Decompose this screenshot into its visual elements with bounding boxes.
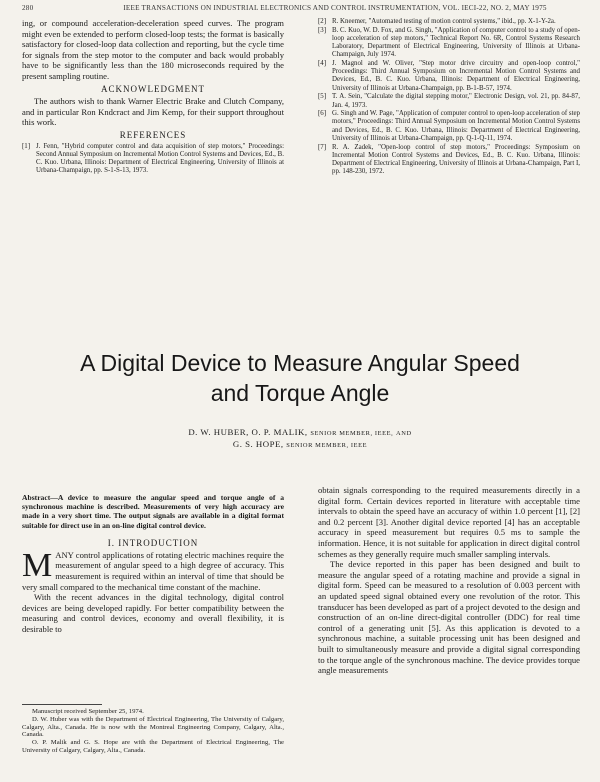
prev-article-closing-paragraph: ing, or compound acceleration-deceleration speed curves. The program might even be extended to perform closed-loop tests; the format is basically satisfactory for closed-loop data collection and reporting, but the cycle time for signals from the step motor to the computer and back would probably have to be significantly less than the 180 microseconds required by the present sampling routine. <box>22 18 284 81</box>
reference-number: [5] <box>318 93 327 101</box>
footnote-rule <box>22 704 102 705</box>
author-role-1: SENIOR MEMBER, IEEE, <box>310 430 394 437</box>
references-heading: REFERENCES <box>119 129 187 140</box>
title-line-2: and Torque Angle <box>210 380 390 406</box>
reference-text: T. A. Sein, "Calculate the digital stepping motor," Electronic Design, vol. 21, pp. 84-87, Jan. 4, 1973. <box>332 93 580 109</box>
references-list-right <box>318 18 580 177</box>
prev-article-left-column <box>22 18 284 176</box>
author-names-1: D. W. HUBER, O. P. MALIK, <box>188 427 308 437</box>
acknowledgment-heading: ACKNOWLEDGMENT <box>101 83 205 94</box>
intro-paragraph-2: With the recent advances in the digital technology, digital control devices are being developed rapidly. For better compatibility between the measuring and control devices, economy and overall flexibility, it is desirable to <box>22 592 284 634</box>
right-paragraph-2: The device reported in this paper has been designed and built to measure the angular speed of a rotating machine and provide a signal in digital form. Speed can be measured to a resolution of 0.003 percent with an updated speed signal obtained every one revolution of the rotor. This transducer has been developed as part of a project devoted to the design and construction of an on-line direct-digital controller (DDC) for real time control of a generating unit [5]. As this application is devoted to a synchronous machine, a suitable processing unit has been designed and built to simultaneously measure and provide a digital signal corresponding to the torque angle of the synchronous machine. The device provides torque angle measurements <box>318 559 580 676</box>
reference-number: [4] <box>318 60 327 68</box>
reference-item <box>318 110 580 143</box>
drop-cap: M <box>22 546 53 584</box>
reference-text: R. A. Zadek, "Open-loop control of step motors," Proceedings: Symposium on Incremental Motion Control Systems and Devices, Ed., B. C. Kuo. Urbana, Illinois: Department of Electrical Engineering, University of Illinois at Urbana-Champaign, Part I, pp. 148-230, 1972. <box>332 143 580 176</box>
article-right-column <box>318 485 580 676</box>
article-title <box>30 348 570 408</box>
reference-item <box>318 60 580 93</box>
reference-item <box>318 27 580 60</box>
author-role-2: SENIOR MEMBER, IEEE <box>286 442 368 449</box>
reference-item <box>318 93 580 109</box>
reference-number: [2] <box>318 18 327 25</box>
abstract: Abstract—A device to measure the angular speed and torque angle of a synchronous machine is described. Measurements of very high accuracy are made in a very short time. The output signals are available in a digital format suitable for direct use in an on-line digital control device. <box>22 492 284 530</box>
page-number: 280 <box>22 4 34 12</box>
footnote-malik-hope: O. P. Malik and G. S. Hope are with the Department of Electrical Engineering, The University of Calgary, Calgary, Alta., Canada. <box>22 739 284 754</box>
article-left-column <box>22 485 284 635</box>
footnote-received: Manuscript received September 25, 1974. <box>32 708 144 715</box>
title-line-1: A Digital Device to Measure Angular Speed <box>80 350 520 376</box>
reference-number: [1] <box>22 142 31 150</box>
introduction-text <box>22 546 284 635</box>
right-paragraph-1: obtain signals corresponding to the required measurements directly in a digital form. Certain devices reported in literature with acceptable time intervals to obtain the speed have an accuracy of within 1.0 percent [1], [2] and 0.2 percent [3]. Another digital device reported [4] has an acceptable accuracy in speed measurement but requires 0.5 ms to sample the information. Hence, it is not suitable for application in direct digital control schemes as they generally require much smaller sampling intervals. <box>318 485 580 559</box>
author-and: AND <box>396 430 412 437</box>
reference-text: J. Magnol and W. Oliver, "Step motor drive circuitry and open-loop control," Proceedings: Third Annual Symposium on Incremental Motion Control Systems and Devices, Ed., B. C. Kuo. Urbana, Illinois: Department of Electrical Engineering, University of Illinois at Urbana-Champaign, pp. B-1-B-57, 1974. <box>332 60 580 92</box>
reference-number: [7] <box>318 143 327 151</box>
reference-item <box>22 143 284 176</box>
reference-text: G. Singh and W. Page, "Application of computer control to open-loop acceleration of step motors," Proceedings: Third Annual Symposium on Incremental Motion Control Systems and Devices, Ed., B. C. Kuo. Urbana, Illinois: Department of Electrical Engineering, University of Illinois at Urbana-Champaign, pp. Q-1-Q-11, 1974. <box>332 110 580 142</box>
references-list-left <box>22 143 284 176</box>
reference-number: [6] <box>318 110 327 118</box>
reference-text: B. C. Kuo, W. D. Fox, and G. Singh, "Application of computer control to a study of open-loop acceleration of step motors," Technical Report No. 6R, Control Systems Research Laboratory, Department of Electrical Engineering, University of Illinois at Urbana-Champaign, July 1974. <box>332 26 580 59</box>
author-names-2: G. S. HOPE, <box>232 439 284 449</box>
reference-text: J. Fenn, "Hybrid computer control and data acquisition of step motors," Proceedings: Second Annual Symposium on Incremental Motion Control Systems and Devices, Ed., B. C. Kuo. Urbana, Illinois: Department of Electrical Engineering, University of Illinois at Urbana-Champaign, pp. S-1-S-13, 1973. <box>36 142 284 175</box>
intro-paragraph-1: ANY control applications of rotating electric machines require the measurement of angular speed to a high degree of accuracy. This measurement is required within an interval of time that should be very small compared to the mechanical time constant of the machine. <box>22 549 284 592</box>
reference-number: [3] <box>318 26 327 34</box>
reference-text: R. Kneemer, "Automated testing of motion control systems," ibid., pp. X-1-Y-2a. <box>332 18 556 25</box>
introduction-heading: I. INTRODUCTION <box>107 537 199 548</box>
reference-item <box>318 18 580 26</box>
acknowledgment-text: The authors wish to thank Warner Electric Brake and Clutch Company, and in particular Ron Kndcract and Jim Kemp, for their support throughout this work. <box>22 96 284 128</box>
footnote-huber: D. W. Huber was with the Department of Electrical Engineering, The University of Calgary, Calgary, Alta., Canada. He is now with the Montreal Engineering Company, Calgary, Alta., Canada. <box>22 715 284 739</box>
journal-title: IEEE TRANSACTIONS ON INDUSTRIAL ELECTRONICS AND CONTROL INSTRUMENTATION, VOL. IECI-22, NO. 2, MAY 1975 <box>123 4 547 12</box>
reference-item <box>318 144 580 177</box>
author-byline <box>80 427 520 449</box>
footnotes <box>22 708 284 755</box>
